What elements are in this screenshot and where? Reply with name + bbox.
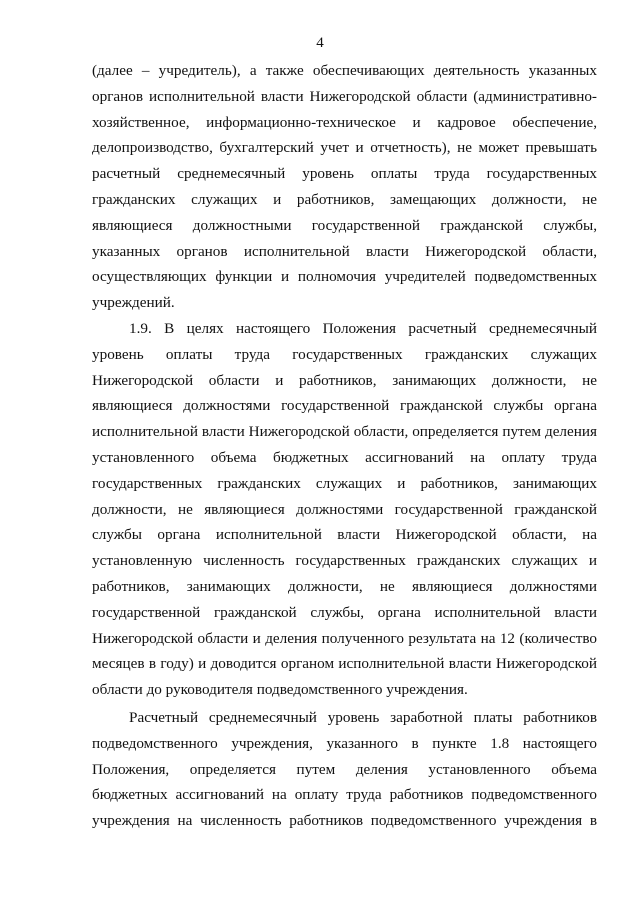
text-line: Положения, определяется путем деления установленного объема [92,760,597,778]
text-line: области до руководителя подведомственного учреждения. [92,681,468,699]
text-line: органов исполнительной власти Нижегородской области (административно- [92,87,597,105]
text-line: государственной гражданской службы, органа исполнительной власти [92,603,597,621]
text-line: осуществляющих функции и полномочия учредителей подведомственных [92,268,597,286]
text-line: учреждений. [92,294,175,312]
document-body [92,58,597,834]
text-line: (далее – учредитель), а также обеспечивающих деятельность указанных [92,62,597,79]
text-line: указанных органов исполнительной власти Нижегородской области, [92,242,597,260]
text-line: Расчетный среднемесячный уровень заработной платы работников [129,708,597,726]
text-line: службы органа исполнительной власти Нижегородской области, на [92,526,597,544]
text-line: Нижегородской области и деления полученного результата на 12 (количество [92,629,597,647]
text-line: расчетный среднемесячный уровень оплаты труда государственных [92,165,597,183]
text-line: работников, занимающих должности, не являющиеся должностями [92,577,597,595]
text-line: 1.9. В целях настоящего Положения расчетный среднемесячный [129,319,597,337]
text-line: должности, не являющиеся должностями государственной гражданской [92,500,597,518]
text-line: являющиеся должностными государственной гражданской службы, [92,216,597,234]
text-line: месяцев в году) и доводится органом исполнительной власти Нижегородской [92,655,597,673]
text-line: Нижегородской области и работников, занимающих должности, не [92,371,597,389]
text-line: исполнительной власти Нижегородской области, определяется путем деления [92,423,597,441]
page-number: 4 [316,35,324,51]
text-line: государственных гражданских служащих и работников, занимающих [92,474,597,492]
text-line: хозяйственное, информационно-техническое и кадровое обеспечение, [92,113,597,131]
text-line: уровень оплаты труда государственных гражданских служащих [92,345,597,363]
text-line: подведомственного учреждения, указанного в пункте 1.8 настоящего [92,734,597,752]
text-line: учреждения на численность работников подведомственного учреждения в [92,812,597,830]
text-line: установленного объема бюджетных ассигнований на оплату труда [92,448,597,466]
text-line: бюджетных ассигнований на оплату труда работников подведомственного [92,786,597,804]
text-line: установленную численность государственных гражданских служащих и [92,552,597,570]
text-line: являющиеся должностями государственной гражданской службы органа [92,397,597,415]
text-line: гражданских служащих и работников, замещающих должности, не [92,190,597,208]
text-line: делопроизводство, бухгалтерский учет и отчетность), не может превышать [92,139,597,157]
